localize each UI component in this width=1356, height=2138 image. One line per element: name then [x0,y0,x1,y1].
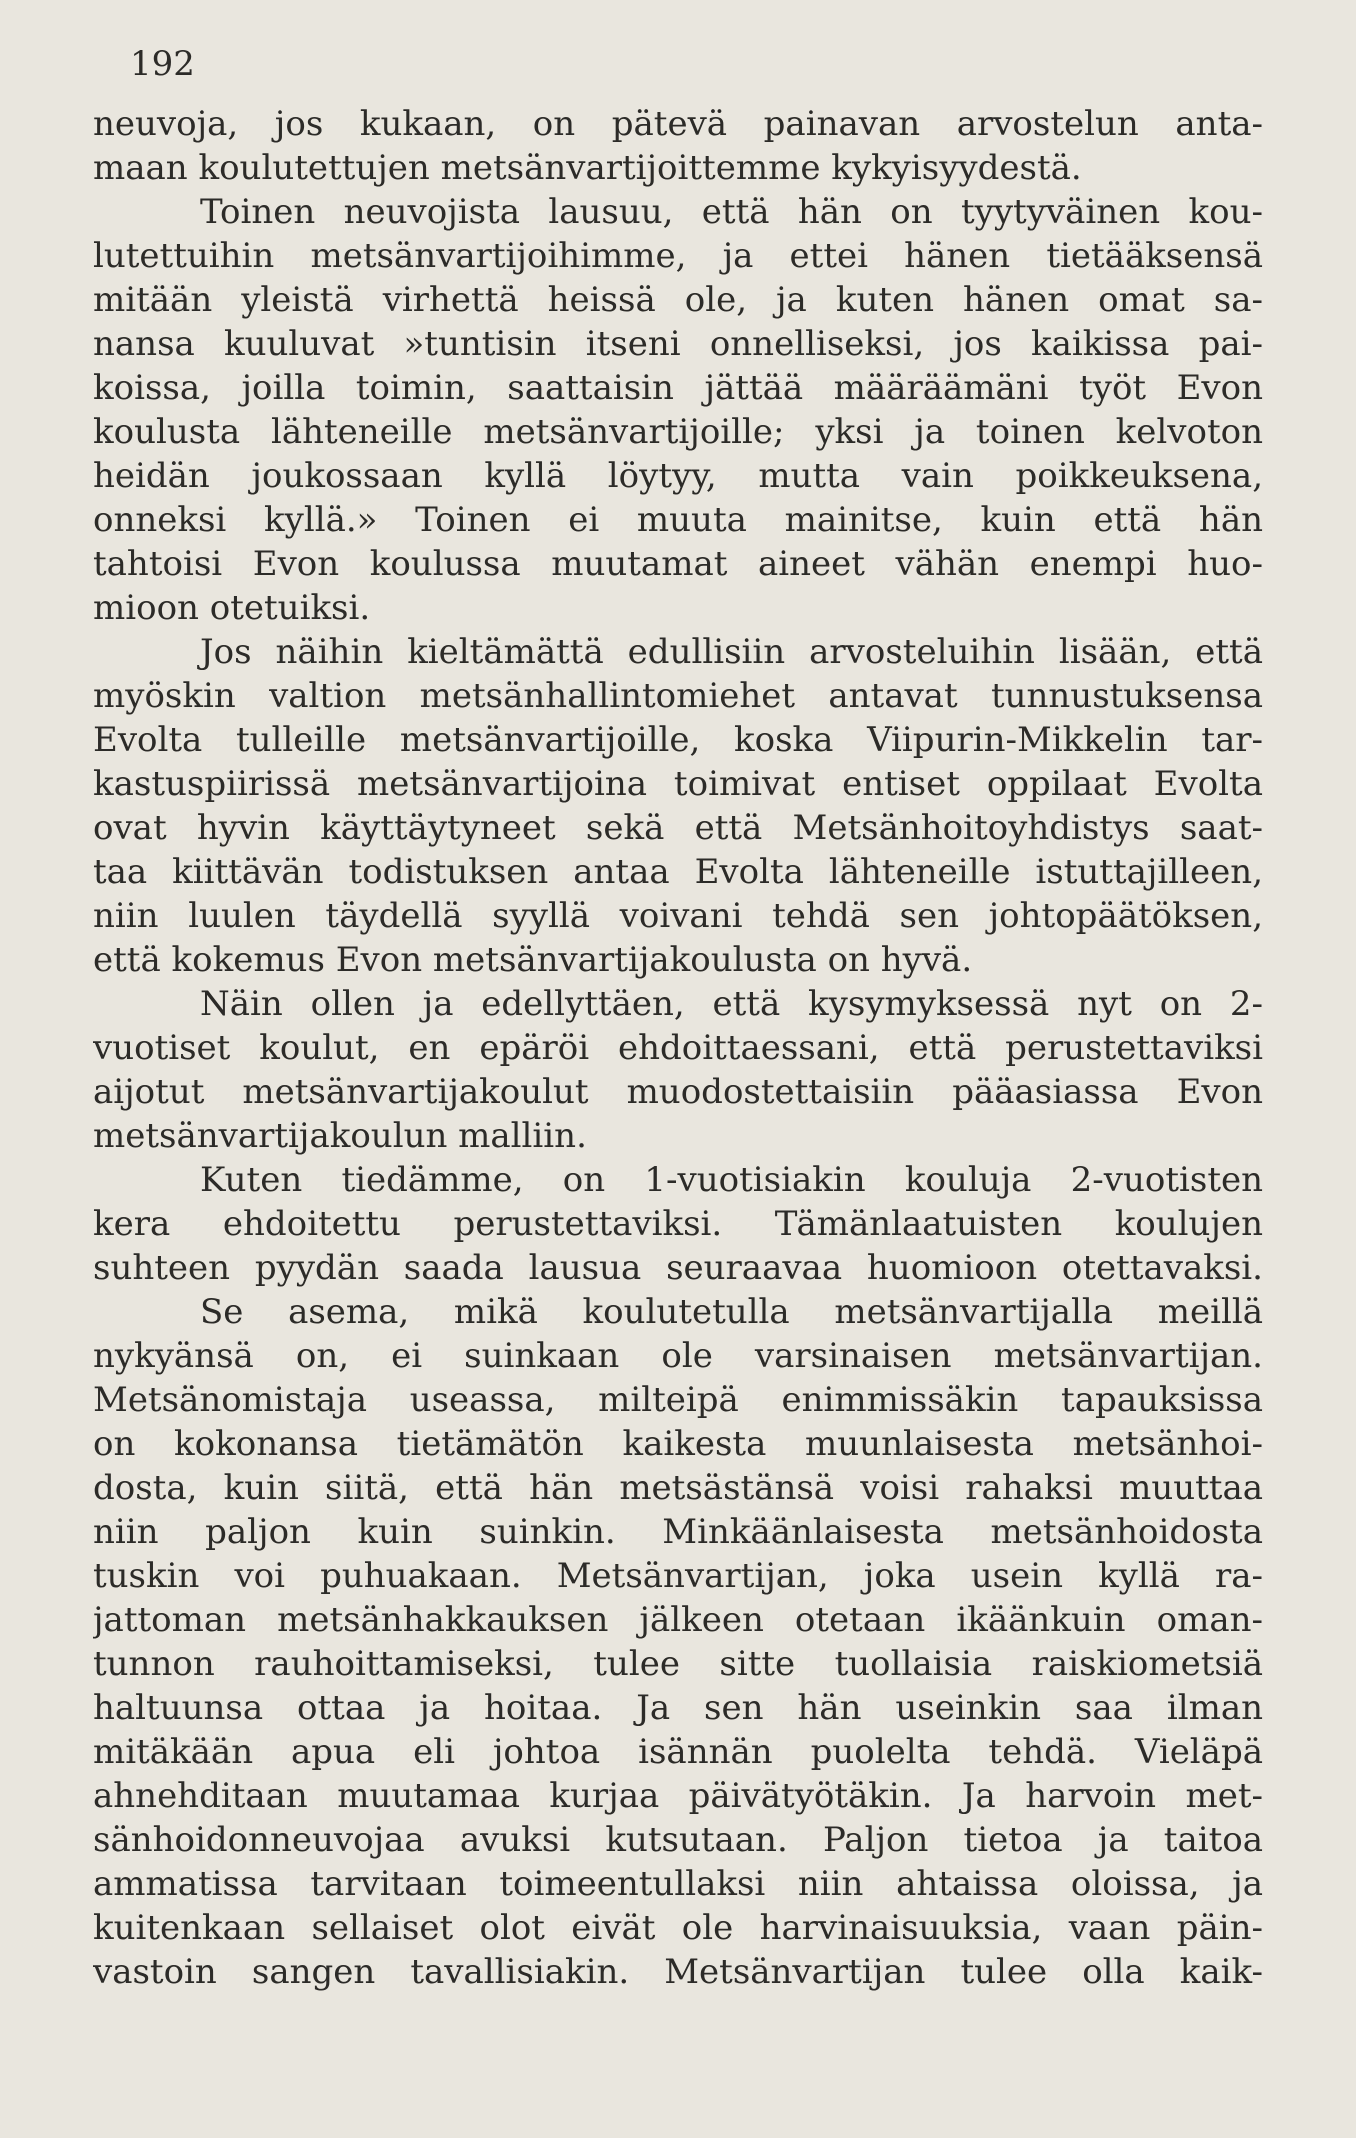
text-line: haltuunsa ottaa ja hoitaa. Ja sen hän useinkin saa ilman [93,1688,1263,1728]
text-line: Näin ollen ja edellyttäen, että kysymyksessä nyt on 2- [200,984,1263,1024]
text-line: tuskin voi puhuakaan. Metsänvartijan, joka usein kyllä ra- [93,1556,1263,1596]
text-line: Evolta tulleille metsänvartijoille, koska Viipurin-Mikkelin tar- [93,720,1263,760]
text-line: Jos näihin kieltämättä edullisiin arvosteluihin lisään, että [200,632,1263,672]
text-line: dosta, kuin siitä, että hän metsästänsä voisi rahaksi muuttaa [93,1468,1263,1508]
text-line: Se asema, mikä koulutetulla metsänvartijalla meillä [200,1292,1263,1332]
text-line: on kokonansa tietämätön kaikesta muunlaisesta metsänhoi- [93,1424,1263,1464]
text-line: tahtoisi Evon koulussa muutamat aineet vähän enempi huo- [93,544,1263,584]
text-line: mitäkään apua eli johtoa isännän puolelta tehdä. Vieläpä [93,1732,1263,1772]
text-line: kastuspiirissä metsänvartijoina toimivat entiset oppilaat Evolta [93,764,1263,804]
text-line: suhteen pyydän saada lausua seuraavaa huomioon otettavaksi. [93,1248,1263,1288]
text-line: Toinen neuvojista lausuu, että hän on tyytyväinen kou- [200,192,1263,232]
text-line: vastoin sangen tavallisiakin. Metsänvartijan tulee olla kaik- [93,1952,1263,1992]
text-line: onneksi kyllä.» Toinen ei muuta mainitse, kuin että hän [93,500,1263,540]
text-line: neuvoja, jos kukaan, on pätevä painavan arvostelun anta- [93,104,1263,144]
text-line: nansa kuuluvat »tuntisin itseni onnelliseksi, jos kaikissa pai- [93,324,1263,364]
text-line: ahnehditaan muutamaa kurjaa päivätyötäkin. Ja harvoin met- [93,1776,1263,1816]
text-line: taa kiittävän todistuksen antaa Evolta lähteneille istuttajilleen, [93,852,1263,892]
text-line: Kuten tiedämme, on 1-vuotisiakin kouluja 2-vuotisten [200,1160,1263,1200]
text-line: nykyänsä on, ei suinkaan ole varsinaisen metsänvartijan. [93,1336,1263,1376]
text-line: aijotut metsänvartijakoulut muodostettaisiin pääasiassa Evon [93,1072,1263,1112]
text-line: kera ehdoitettu perustettaviksi. Tämänlaatuisten koulujen [93,1204,1263,1244]
text-line: jattoman metsänhakkauksen jälkeen otetaan ikäänkuin oman- [93,1600,1263,1640]
text-line: ammatissa tarvitaan toimeentullaksi niin ahtaissa oloissa, ja [93,1864,1263,1904]
text-line: myöskin valtion metsänhallintomiehet antavat tunnustuksensa [93,676,1263,716]
text-line: kuitenkaan sellaiset olot eivät ole harvinaisuuksia, vaan päin- [93,1908,1263,1948]
text-line: vuotiset koulut, en epäröi ehdoittaessani, että perustettaviksi [93,1028,1263,1068]
text-line: mitään yleistä virhettä heissä ole, ja kuten hänen omat sa- [93,280,1263,320]
text-line: sänhoidonneuvojaa avuksi kutsutaan. Paljon tietoa ja taitoa [93,1820,1263,1860]
text-line: mioon otetuiksi. [93,588,371,628]
text-line: koulusta lähteneille metsänvartijoille; yksi ja toinen kelvoton [93,412,1263,452]
text-line: niin paljon kuin suinkin. Minkäänlaisesta metsänhoidosta [93,1512,1263,1552]
text-line: lutettuihin metsänvartijoihimme, ja ettei hänen tietääksensä [93,236,1263,276]
text-line: niin luulen täydellä syyllä voivani tehdä sen johtopäätöksen, [93,896,1263,936]
text-line: maan koulutettujen metsänvartijoittemme kykyisyydestä. [93,148,1082,188]
text-line: koissa, joilla toimin, saattaisin jättää määräämäni työt Evon [93,368,1263,408]
text-line: että kokemus Evon metsänvartijakoulusta on hyvä. [93,940,973,980]
text-line: ovat hyvin käyttäytyneet sekä että Metsänhoitoyhdistys saat- [93,808,1263,848]
text-line: heidän joukossaan kyllä löytyy, mutta vain poikkeuksena, [93,456,1263,496]
text-line: tunnon rauhoittamiseksi, tulee sitte tuollaisia raiskiometsiä [93,1644,1263,1684]
page-number: 192 [130,44,195,84]
text-line: Metsänomistaja useassa, milteipä enimmissäkin tapauksissa [93,1380,1263,1420]
text-line: metsänvartijakoulun malliin. [93,1116,587,1156]
